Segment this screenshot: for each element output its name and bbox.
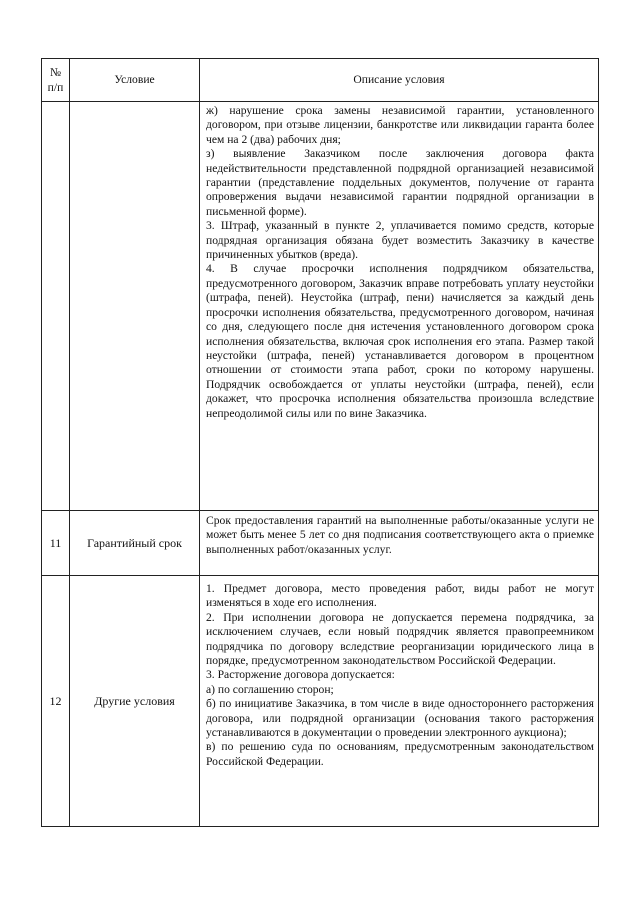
paragraph-3: 3. Штраф, указанный в пункте 2, уплачивается помимо средств, которые подрядная организация обязана будет возместить Заказчику в качестве причиненных убытков (вреда). — [206, 219, 594, 262]
row-12-paragraph-a: а) по соглашению сторон; — [206, 682, 334, 696]
row-12-paragraph-b: б) по инициативе Заказчика, в том числе в виде одностороннего расторжения договора, или подрядной организации (основания такого расторжения устанавливаются в документации о проведении электронного аукциона); — [206, 697, 594, 740]
row-12-paragraph-v: в) по решению суда по основаниям, предусмотренным законодательством Российской Федерации. — [206, 740, 594, 768]
row-11-number: 11 — [42, 511, 70, 576]
continuation-condition-cell — [70, 102, 200, 511]
row-12-description — [200, 576, 599, 827]
row-12-paragraph-2: 2. При исполнении договора не допускается перемена подрядчика, за исключением случаев, если новый подрядчик является правопреемником подрядчика по договору вследствие реорганизации юридического лица в порядке, предусмотренном законодательством Российской Федерации. — [206, 610, 594, 668]
continuation-description-cell — [200, 102, 599, 511]
table-row-12 — [42, 576, 599, 827]
header-condition: Условие — [70, 59, 200, 102]
conditions-table — [41, 58, 599, 827]
paragraph-zh: ж) нарушение срока замены независимой гарантии, установленного договором, при отзыве лицензии, банкротстве или ликвидации гаранта более чем на 2 (два) рабочих дня; — [206, 104, 594, 146]
continuation-number-cell — [42, 102, 70, 511]
header-number — [42, 59, 70, 102]
row-12-condition: Другие условия — [70, 576, 200, 827]
table-header-row — [42, 59, 599, 102]
header-number-line2: п/п — [47, 81, 64, 94]
header-description: Описание условия — [200, 59, 599, 102]
row-11-condition: Гарантийный срок — [70, 511, 200, 576]
row-11-description — [200, 511, 599, 576]
paragraph-z: з) выявление Заказчиком после заключения договора факта недействительности представленной подрядной организацией независимой гарантии (представление поддельных документов, получение от гаранта опровержения выдачи независимой гарантии подрядной организации в письменной форме). — [206, 147, 594, 218]
row-12-paragraph-1: 1. Предмет договора, место проведения работ, виды работ не могут изменяться в ходе его исполнения. — [206, 582, 594, 610]
row-12-number: 12 — [42, 576, 70, 827]
paragraph-4: 4. В случае просрочки исполнения подрядчиком обязательства, предусмотренного договором, Заказчик вправе потребовать уплату неустойки (штрафа, пеней). Неустойка (штраф, пени) начисляется за каждый день просрочки исполнения обязательства, предусмотренного договором, начиная со дня, следующего после дня истечения установленного договором срока исполнения обязательства, включая срок исполнения его этапа. Размер такой неустойки (штрафа, пеней) устанавливается договором в процентном отношении от стоимости этапа работ, сроки по которому нарушены. Подрядчик освобождается от уплаты неустойки (штрафа, пеней), если докажет, что просрочка исполнения обязательства произошла вследствие непреодолимой силы или по вине Заказчика. — [206, 262, 594, 420]
header-number-line1: № — [49, 66, 62, 79]
table-row-11 — [42, 511, 599, 576]
row-11-text: Срок предоставления гарантий на выполненные работы/оказанные услуги не может быть менее 5 лет со дня подписания соответствующего акта о приемке выполненных работ/оказанных услуг. — [206, 514, 594, 556]
table-row-continuation — [42, 102, 599, 511]
row-12-paragraph-3: 3. Расторжение договора допускается: — [206, 668, 395, 682]
